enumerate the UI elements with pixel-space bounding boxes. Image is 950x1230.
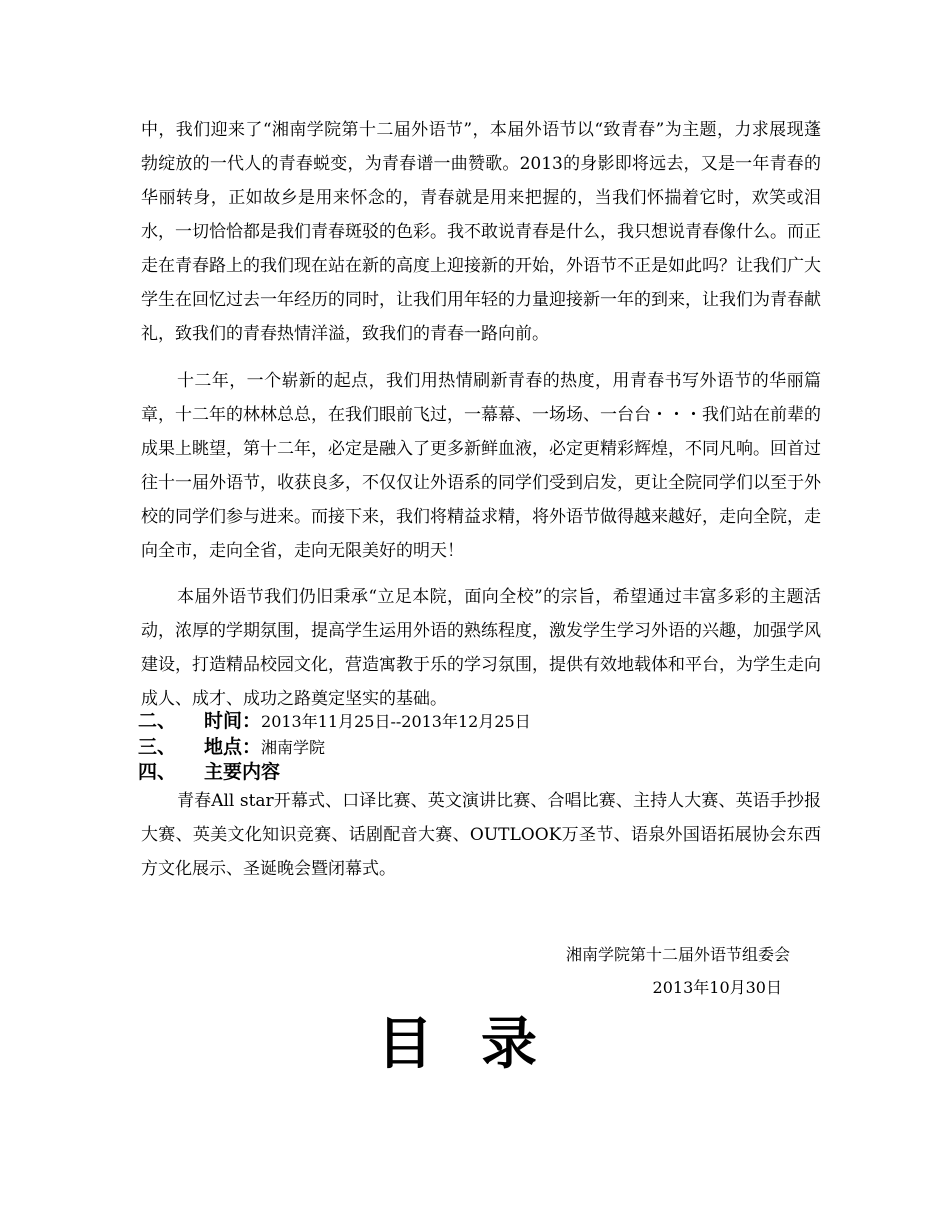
section-number: 三、	[138, 736, 177, 758]
section-label: 时间：	[204, 710, 262, 732]
section-number: 四、	[138, 761, 177, 783]
event-dates: 2013年11月25日--2013年12月25日	[261, 712, 531, 731]
event-venue: 湘南学院	[261, 738, 326, 757]
intro-paragraph: 中，我们迎来了“湘南学院第十二届外语节”，本届外语节以“致青春”为主题，力求展现蓬勃绽放的一代人的青春蜕变，为青春谱一曲赞歌。2013的身影即将远去，又是一年青春的华丽转身，正如故乡是用来怀念的，青春就是用来把握的，当我们怀揣着它时，欢笑或泪水，一切恰恰都是我们青春斑驳的色彩。我不敢说青春是什么，我只想说青春像什么。而正走在青春路上的我们现在站在新的高度上迎接新的开始，外语节不正是如此吗？让我们广大学生在回忆过去一年经历的同时，让我们用年轻的力量迎接新一年的到来，让我们为青春献礼，致我们的青春热情洋溢，致我们的青春一路向前。	[141, 120, 821, 344]
activities-paragraph: 青春All star开幕式、口译比赛、英文演讲比赛、合唱比赛、主持人大赛、英语手抄报大赛、英美文化知识竞赛、话剧配音大赛、OUTLOOK万圣节、语泉外国语拓展协会东西方文化展示、圣诞晚会暨闭幕式。	[141, 791, 821, 879]
section-number: 二、	[138, 710, 177, 732]
section-label: 主要内容	[204, 761, 281, 783]
organizer-signature: 湘南学院第十二届外语节组委会	[565, 945, 790, 964]
section-label: 地点：	[204, 736, 262, 758]
section-place	[138, 732, 325, 758]
section-time	[138, 706, 531, 732]
history-paragraph: 十二年，一个崭新的起点，我们用热情刷新青春的热度，用青春书写外语节的华丽篇章，十二年的林林总总，在我们眼前飞过，一幕幕、一场场、一台台・・・我们站在前辈的成果上眺望，第十二年，必定是融入了更多新鲜血液，必定更精彩辉煌，不同凡响。回首过往十一届外语节，收获良多，不仅仅让外语系的同学们受到启发，更让全院同学们以至于外校的同学们参与进来。而接下来，我们将精益求精，将外语节做得越来越好，走向全院，走向全市，走向全省，走向无限美好的明天！	[141, 371, 821, 561]
table-of-contents-title: 目录	[377, 1012, 585, 1077]
section-content	[138, 757, 280, 783]
purpose-paragraph: 本届外语节我们仍旧秉承“立足本院，面向全校”的宗旨，希望通过丰富多彩的主题活动，浓厚的学期氛围，提高学生运用外语的熟练程度，激发学生学习外语的兴趣，加强学风建设，打造精品校园文化，营造寓教于乐的学习氛围，提供有效地载体和平台，为学生走向成人、成才、成功之路奠定坚实的基础。	[141, 587, 821, 709]
signature-date: 2013年10月30日	[652, 978, 782, 997]
